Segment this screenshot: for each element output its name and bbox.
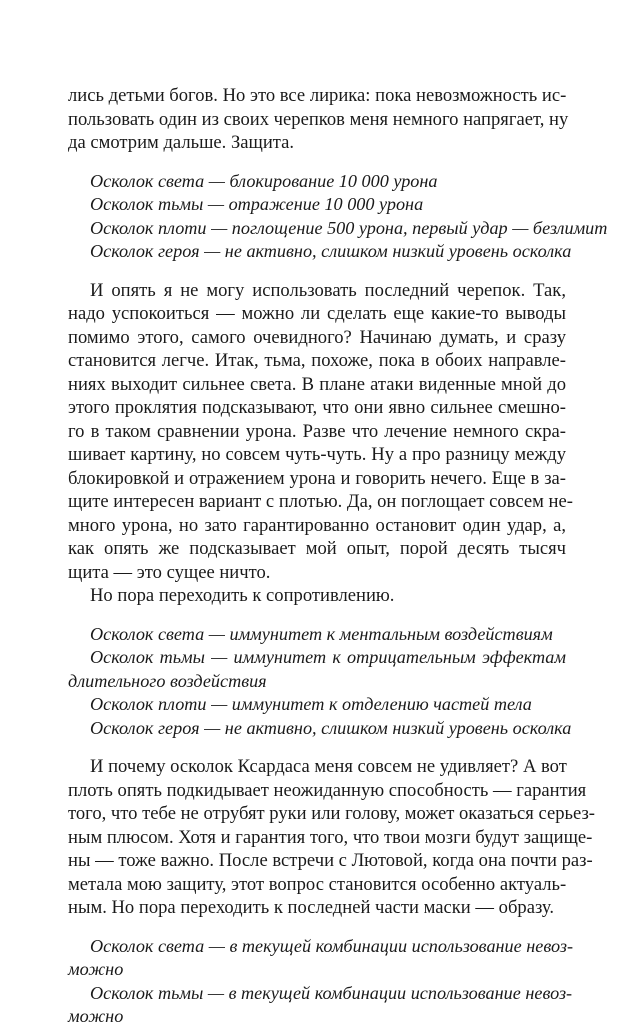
text-line: Но пора переходить к сопротивлению. bbox=[90, 585, 395, 606]
text-line: ным плюсом. Хотя и гарантия того, что твои мозги будут защище- bbox=[68, 826, 593, 848]
text-line: становится легче. Итак, тьма, похоже, пока в обоих направле- bbox=[68, 350, 566, 371]
text-line: ны — тоже важно. После встречи с Лютовой, когда она почти раз- bbox=[68, 850, 593, 871]
italic-stat-list bbox=[68, 170, 608, 264]
paragraph bbox=[68, 279, 573, 608]
stat-line: Осколок плоти — иммунитет к отделению частей тела bbox=[90, 694, 532, 714]
text-line: ниях выходит сильнее света. В плане атаки виденные мной до bbox=[68, 373, 566, 395]
text-line: ным. Но пора переходить к последней части маски — образу. bbox=[68, 897, 554, 918]
stat-line: Осколок света — иммунитет к ментальным воздействиям bbox=[90, 623, 553, 644]
text-line: лись детьми богов. Но это все лирика: пока невозможность ис- bbox=[68, 85, 567, 106]
paragraph bbox=[68, 84, 569, 155]
text-line: надо успокоиться — можно ли сделать еще какие-то выводы bbox=[68, 303, 566, 324]
block-spacer bbox=[68, 608, 566, 623]
block-spacer bbox=[68, 155, 566, 170]
stat-line: Осколок тьмы — в текущей комбинации использование невоз- bbox=[90, 982, 573, 1003]
stat-line: Осколок света — блокирование 10 000 урона bbox=[90, 170, 438, 191]
text-line: как опять же подсказывает мой опыт, порой десять тысяч bbox=[68, 538, 566, 559]
italic-stat-list bbox=[68, 935, 574, 1029]
book-page bbox=[68, 84, 608, 1029]
stat-line: можно bbox=[68, 1006, 124, 1026]
text-line: блокировкой и отражением урона и говорить нечего. Еще в за- bbox=[68, 467, 566, 489]
stat-line: Осколок плоти — поглощение 500 урона, первый удар — безлимит bbox=[90, 217, 608, 238]
stat-line: длительного воздействия bbox=[68, 670, 267, 691]
text-line: И почему осколок Ксардаса меня совсем не удивляет? А вот bbox=[90, 756, 567, 777]
stat-line: Осколок тьмы — отражение 10 000 урона bbox=[90, 194, 424, 214]
text-line: пользовать один из своих черепков меня немного напрягает, ну bbox=[68, 108, 569, 130]
text-line: щите интересен вариант с плотью. Да, он поглощает совсем не- bbox=[68, 491, 573, 512]
italic-stat-list bbox=[68, 623, 572, 741]
text-line: го в таком сравнении урона. Разве что лечение немного скра- bbox=[68, 420, 566, 442]
text-line: того, что тебе не отрубят руки или голову, может оказаться серьез- bbox=[68, 803, 595, 824]
text-line: много урона, но зато гарантированно остановит один удар, а, bbox=[68, 514, 566, 536]
block-spacer bbox=[68, 920, 566, 935]
stat-line: Осколок героя — не активно, слишком низкий уровень осколка bbox=[90, 717, 572, 738]
paragraph bbox=[68, 755, 595, 920]
block-spacer bbox=[68, 740, 566, 755]
text-line: щита — это сущее ничто. bbox=[68, 561, 271, 583]
text-line: этого проклятия подсказывают, что они явно сильнее смешно- bbox=[68, 397, 566, 418]
block-spacer bbox=[68, 264, 566, 279]
text-line: да смотрим дальше. Защита. bbox=[68, 132, 295, 153]
stat-line: Осколок света — в текущей комбинации использование невоз- bbox=[90, 935, 574, 956]
text-line: помимо этого, самого очевидного? Начинаю думать, и сразу bbox=[68, 326, 566, 348]
text-line: плоть опять подкидывает неожиданную способность — гарантия bbox=[68, 779, 587, 801]
text-line: шивает картину, но совсем чуть-чуть. Ну а про разницу между bbox=[68, 444, 566, 465]
stat-line: можно bbox=[68, 959, 124, 979]
text-line: И опять я не могу использовать последний черепок. Так, bbox=[90, 279, 566, 301]
stat-line: Осколок тьмы — иммунитет к отрицательным эффектам bbox=[90, 647, 566, 667]
stat-line: Осколок героя — не активно, слишком низкий уровень осколка bbox=[90, 241, 572, 261]
text-line: метала мою защиту, этот вопрос становится особенно актуаль- bbox=[68, 873, 567, 895]
